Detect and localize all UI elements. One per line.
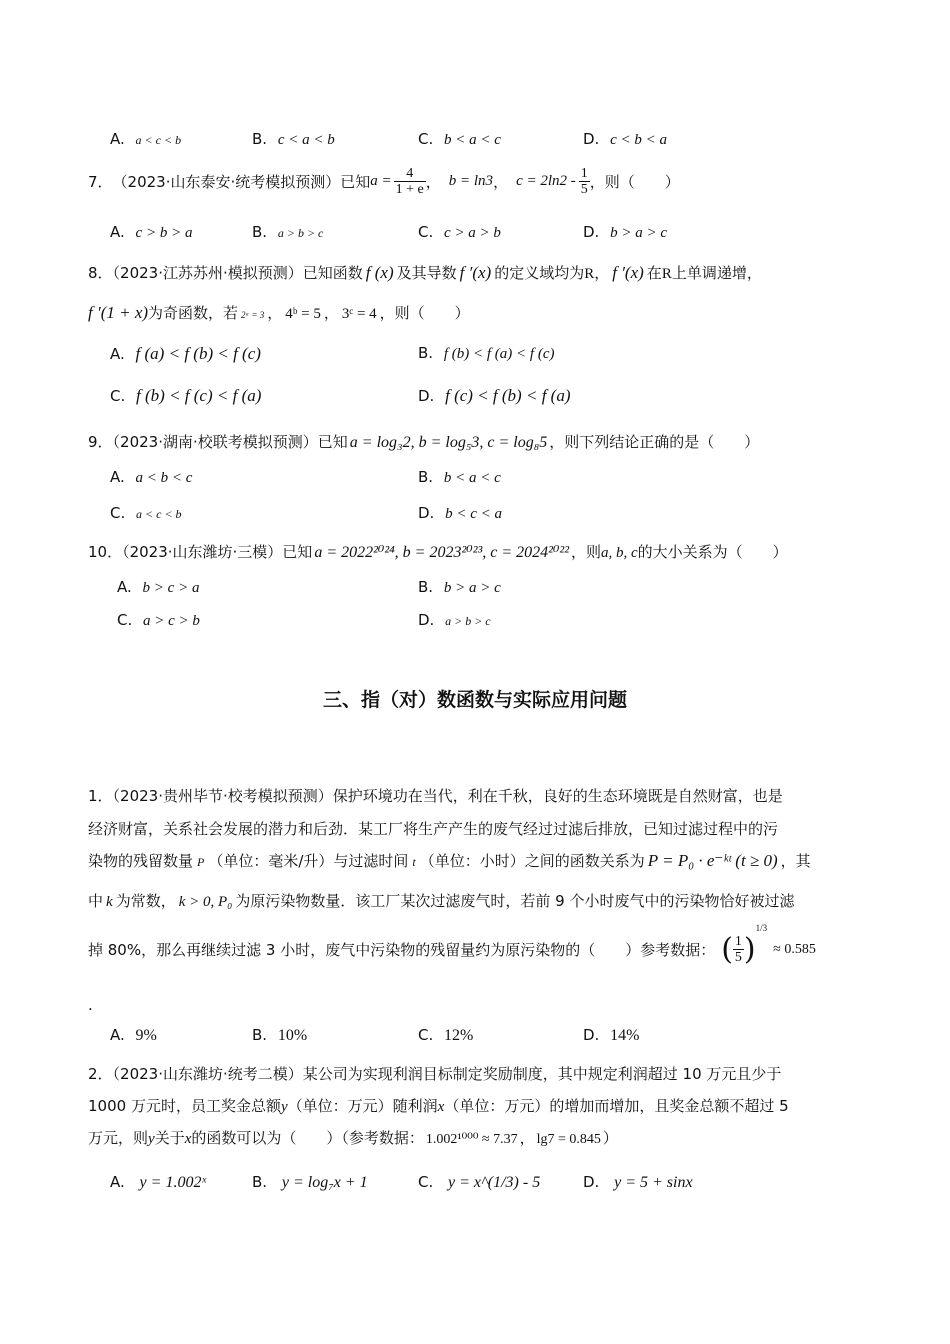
q8-option-c[interactable]: C. f (b) < f (c) < f (a) bbox=[110, 386, 262, 405]
p2-option-a[interactable]: A. y = 1.002ˣ bbox=[110, 1173, 206, 1191]
q10-option-d[interactable]: D. a > b > c bbox=[418, 611, 491, 629]
q7-c-fraction: $\frac{1}{5}$ bbox=[580, 166, 588, 198]
q8-stem-line2: f ′(1 + x)为奇函数，若 2ᵃ = 3 ， 4ᵇ = 5 ， 3ᶜ = 4 ，则（ ） bbox=[88, 303, 470, 322]
p1-option-c[interactable]: C. 12% bbox=[418, 1026, 474, 1044]
p1-line3: 染物的残留数量 P （单位：毫米/升）与过滤时间 t （单位：小时）之间的函数关系为 P = P₀ · e⁻ᵏᵗ (t ≥ 0) ，其 bbox=[88, 851, 811, 870]
p1-ref-fraction: $\frac{1}{5}$ bbox=[734, 933, 742, 965]
p2-number: 2． bbox=[88, 1065, 113, 1083]
q9-stem: 9．（2023·湖南·校联考模拟预测）已知 a = log₃2, b = log₅3, c = log₈5 ，则下列结论正确的是（ ） bbox=[88, 433, 760, 451]
p2-option-c[interactable]: C. y = x^(1/3) - 5 bbox=[418, 1173, 541, 1191]
q6-option-b[interactable]: B. c < a < b bbox=[252, 130, 335, 148]
q7-b: b = ln3 bbox=[448, 173, 494, 190]
q10-option-b[interactable]: B. b > a > c bbox=[418, 578, 501, 596]
q9-option-b[interactable]: B. b < a < c bbox=[418, 468, 501, 486]
p2-line3: 万元，则y关于x的函数可以为（ ）（参考数据： 1.002¹⁰⁰⁰ ≈ 7.37 ， lg7 = 0.845 ） bbox=[88, 1129, 618, 1147]
p1-formula: P = P₀ · e⁻ᵏᵗ (t ≥ 0) bbox=[647, 851, 778, 870]
q7-c: c = 2ln2 - bbox=[516, 173, 576, 190]
q6-option-a-expr: a < c < b bbox=[135, 133, 182, 147]
q10-option-a[interactable]: A. b > c > a bbox=[117, 578, 200, 596]
q9-option-c[interactable]: C. a < c < b bbox=[110, 504, 182, 522]
q7-option-c[interactable]: C. c > a > b bbox=[418, 223, 501, 241]
q8-option-d[interactable]: D. f (c) < f (b) < f (a) bbox=[418, 386, 571, 405]
p2-line2: 1000 万元时，员工奖金总额y（单位：万元）随利润x（单位：万元）的增加而增加，且奖金总额不超过 5 bbox=[88, 1097, 789, 1115]
q7-stem: 7． （2023·山东泰安·统考模拟预测）已知 a = $\frac{4}{1 + e}$ ， b = ln3 ， c = 2ln2 - $\frac{1}{5}$ ，则（ ） bbox=[88, 166, 680, 198]
q6-option-d[interactable]: D. c < b < a bbox=[583, 130, 668, 148]
q9-option-d[interactable]: D. b < c < a bbox=[418, 504, 503, 522]
p1-line4: 中 k 为常数， k > 0, P₀ 为原污染物数量．该工厂某次过滤废气时，若前 9 个小时废气中的污染物恰好被过滤 bbox=[88, 892, 795, 910]
q9-option-a[interactable]: A. a < b < c bbox=[110, 468, 193, 486]
q9-source: （2023·湖南·校联考模拟预测）已知 bbox=[112, 433, 348, 451]
q9-expression: a = log₃2, b = log₅3, c = log₈5 bbox=[349, 434, 548, 451]
q6-option-c[interactable]: C. b < a < c bbox=[418, 130, 501, 148]
q7-number: 7． bbox=[88, 173, 113, 192]
p1-line2: 经济财富，关系社会发展的潜力和后劲．某工厂将生产产生的废气经过过滤后排放，已知过滤过程中的污 bbox=[88, 820, 779, 838]
p1-option-b[interactable]: B. 10% bbox=[252, 1026, 308, 1044]
p2-line1: 2．（2023·山东潍坊·统考二模）某公司为实现利润目标制定奖励制度，其中规定利润超过 10 万元且少于 bbox=[88, 1065, 782, 1083]
q8-stem-line1: 8．（2023·江苏苏州·模拟预测）已知函数 f (x) 及其导数 f ′(x) 的定义域均为R， f ′(x) 在R上单调递增， bbox=[88, 263, 762, 282]
p2-option-b[interactable]: B. y = log₇x + 1 bbox=[252, 1173, 368, 1191]
p1-option-a[interactable]: A. 9% bbox=[110, 1026, 157, 1044]
q9-number: 9． bbox=[88, 433, 113, 451]
q6-option-d-expr: c < b < a bbox=[610, 132, 668, 148]
q8-option-a[interactable]: A. f (a) < f (b) < f (c) bbox=[110, 344, 261, 363]
q8-source: （2023·江苏苏州·模拟预测）已知函数 bbox=[112, 264, 363, 282]
q6-option-b-expr: c < a < b bbox=[277, 132, 335, 148]
q7-a-fraction: $\frac{4}{1 + e}$ bbox=[395, 166, 424, 198]
q8-option-b[interactable]: B. f (b) < f (a) < f (c) bbox=[418, 344, 555, 362]
q6-option-a[interactable]: A. a < c < b bbox=[110, 130, 182, 148]
q10-number: 10． bbox=[88, 543, 123, 561]
q10-source: （2023·山东潍坊·三模）已知 bbox=[122, 543, 313, 561]
q7-source: （2023·山东泰安·统考模拟预测）已知 bbox=[112, 173, 371, 192]
q10-stem: 10．（2023·山东潍坊·三模）已知 a = 2022²⁰²⁴, b = 2023²⁰²³, c = 2024²⁰²² ，则a, b, c的大小关系为（ ） bbox=[88, 543, 788, 561]
p1-line6: . bbox=[88, 996, 93, 1014]
q10-expression: a = 2022²⁰²⁴, b = 2023²⁰²³, c = 2024²⁰²² bbox=[314, 544, 569, 561]
q10-option-c[interactable]: C. a > c > b bbox=[117, 611, 200, 629]
section-title: 三、指（对）数函数与实际应用问题 bbox=[322, 689, 627, 711]
p1-line5: 掉 80%，那么再继续过滤 3 小时，废气中污染物的残留量约为原污染物的（ ）参考数据： ( $\frac{1}{5}$ ) 1/3 ≈ 0.585 bbox=[88, 922, 816, 967]
p1-line1: 1．（2023·贵州毕节·校考模拟预测）保护环境功在当代，利在千秋，良好的生态环境既是自然财富，也是 bbox=[88, 787, 783, 805]
q6-option-c-expr: b < a < c bbox=[444, 132, 501, 148]
q7-option-d[interactable]: D. b > a > c bbox=[583, 223, 668, 241]
p1-number: 1． bbox=[88, 787, 113, 805]
q8-number: 8． bbox=[88, 264, 113, 282]
q7-option-b[interactable]: B. a > b > c bbox=[252, 223, 324, 241]
q7-option-a[interactable]: A. c > b > a bbox=[110, 223, 193, 241]
p1-option-d[interactable]: D. 14% bbox=[583, 1026, 640, 1044]
p2-option-d[interactable]: D. y = 5 + sinx bbox=[583, 1173, 693, 1191]
